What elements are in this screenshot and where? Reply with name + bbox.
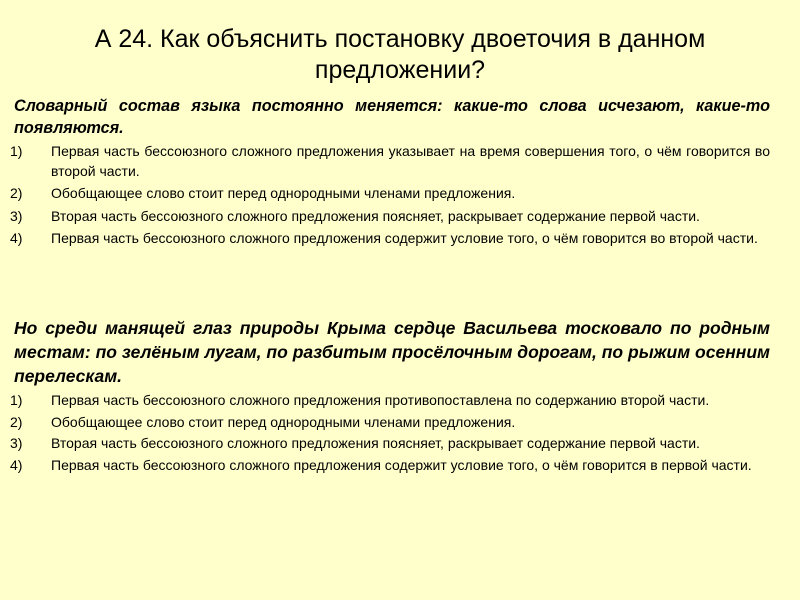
option-number: 4): [10, 456, 23, 473]
option-number: 2): [10, 413, 23, 430]
option-number: 1): [10, 392, 23, 408]
answer-option-2[interactable]: [10, 183, 770, 203]
option-text: Первая часть бессоюзного сложного предложения противопоставлена по содержанию второй части.: [51, 392, 710, 408]
answer-option-3[interactable]: [10, 206, 770, 226]
option-number: 3): [10, 207, 23, 224]
answer-option-1[interactable]: [10, 141, 770, 181]
answer-option-3[interactable]: [10, 434, 770, 454]
answer-option-2[interactable]: [10, 413, 770, 433]
question-sentence: Но среди манящей глаз природы Крыма сердце Васильева тосковало по родным местам: по зелёным лугам, по разбитым просёлочным дорогам, по рыжим осенним перелескам.: [14, 318, 770, 386]
answer-option-1[interactable]: [10, 391, 770, 411]
answer-options: [10, 391, 770, 475]
option-text: Первая часть бессоюзного сложного предложения содержит условие того, о чём говорится в первой части.: [51, 456, 752, 473]
answer-option-4[interactable]: [10, 456, 770, 476]
option-number: 3): [10, 435, 23, 452]
option-text: Вторая часть бессоюзного сложного предложения поясняет, раскрывает содержание первой части.: [51, 207, 700, 224]
question-sentence: Словарный состав языка постоянно меняется: какие-то слова исчезают, какие-то появляются.: [14, 97, 770, 137]
option-number: 1): [10, 143, 23, 159]
question-block-2: [10, 316, 770, 477]
option-text: Вторая часть бессоюзного сложного предложения поясняет, раскрывает содержание первой части.: [51, 435, 700, 452]
answer-options: [10, 141, 770, 248]
option-number: 4): [10, 230, 23, 247]
option-text: Первая часть бессоюзного сложного предложения указывает на время совершения того, о чём говорится во второй части.: [51, 143, 770, 179]
slide-title: А 24. Как объяснить постановку двоеточия в данном предложении?: [94, 25, 706, 84]
option-text: Обобщающее слово стоит перед однородными членами предложения.: [51, 413, 516, 430]
answer-option-4[interactable]: [10, 228, 770, 248]
option-number: 2): [10, 185, 23, 202]
question-block-1: [10, 95, 770, 251]
option-text: Обобщающее слово стоит перед однородными членами предложения.: [51, 185, 516, 202]
option-text: Первая часть бессоюзного сложного предложения содержит условие того, о чём говорится во второй части.: [51, 230, 758, 247]
